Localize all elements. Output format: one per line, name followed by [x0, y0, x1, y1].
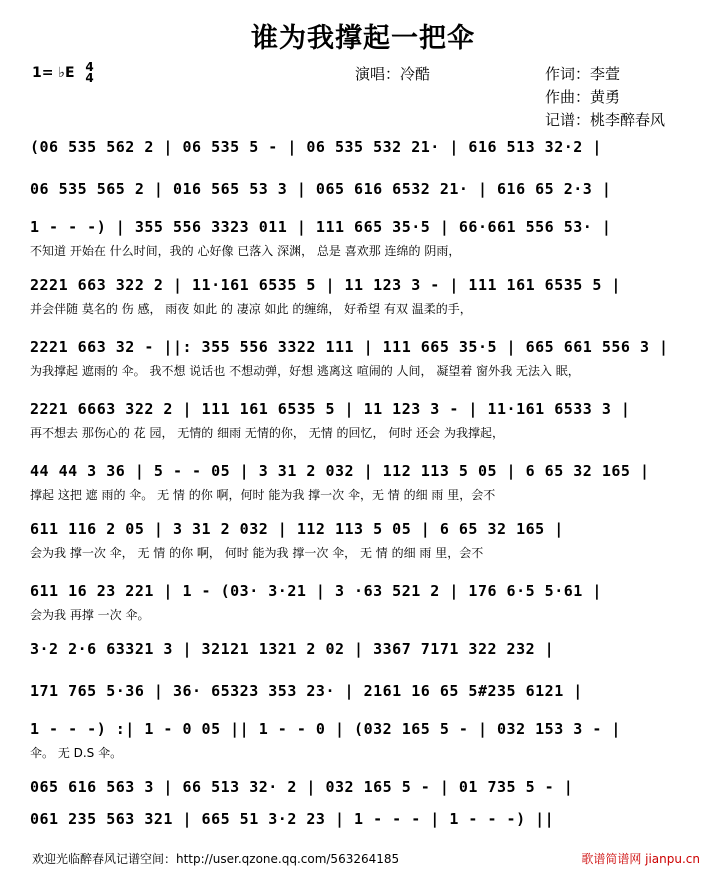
score-line	[30, 400, 708, 440]
score-line	[30, 810, 708, 832]
score-line	[30, 720, 708, 760]
lyricist-credit: 作词：李萱	[545, 65, 621, 83]
notation-text: 44 44 3 36 | 5 - - 05 | 3 31 2 032 | 112 113 5 05 | 6 65 32 165 |	[30, 462, 650, 480]
score-line	[30, 778, 708, 800]
lyric-text: 并会伴随 莫名的 伤 感， 雨夜 如此 的 凄凉 如此 的缠绵， 好希望 有双 温柔的手，	[30, 302, 472, 316]
lyric-text: 为我撑起 遮雨的 伞。 我不想 说话也 不想动弹，好想 逃离这 喧闹的 人间， 凝望着 窗外我 无法入 眠，	[30, 364, 580, 378]
footer-link-text: 欢迎光临醉春风记谱空间：http://user.qzone.qq.com/563264185	[32, 852, 400, 866]
notation-text: 2221 663 322 2 | 11·161 6535 5 | 11 123 3 - | 111 161 6535 5 |	[30, 276, 621, 294]
score-line	[30, 640, 708, 662]
notation-text: 611 16 23 221 | 1 - (03· 3·21 | 3 ·63 521 2 | 176 6·5 5·61 |	[30, 582, 602, 600]
time-signature	[85, 62, 93, 84]
score-line	[30, 582, 708, 622]
notation-text: 061 235 563 321 | 665 51 3·2 23 | 1 - - - | 1 - - -) ||	[30, 810, 555, 828]
song-title: 谁为我撑起一把伞	[251, 23, 475, 54]
notation-text: 2221 6663 322 2 | 111 161 6535 5 | 11 123 3 - | 11·161 6533 3 |	[30, 400, 631, 418]
watermark: 歌谱简谱网 jianpu.cn	[581, 852, 700, 866]
key-signature	[32, 62, 94, 84]
notation-text: 2221 663 32 - ||: 355 556 3322 111 | 111 665 35·5 | 665 661 556 3 |	[30, 338, 669, 356]
score-line	[30, 338, 708, 378]
score-line	[30, 682, 708, 704]
lyric-text: 会为我 再撑 一次 伞。	[30, 608, 150, 622]
meter-top: 4	[85, 60, 94, 74]
notation-text: 06 535 565 2 | 016 565 53 3 | 065 616 6532 21· | 616 65 2·3 |	[30, 180, 612, 198]
notation-text: (06 535 562 2 | 06 535 5 - | 06 535 532 21· | 616 513 32·2 |	[30, 138, 602, 156]
score-line	[30, 462, 708, 502]
meter-bottom: 4	[85, 71, 94, 85]
notation-text: 065 616 563 3 | 66 513 32· 2 | 032 165 5 - | 01 735 5 - |	[30, 778, 574, 796]
score-line	[30, 218, 708, 258]
notation-text: 1 - - -) :| 1 - 0 05 || 1 - - 0 | (032 165 5 - | 032 153 3 - |	[30, 720, 621, 738]
notation-text: 171 765 5·36 | 36· 65323 353 23· | 2161 16 65 5#235 6121 |	[30, 682, 583, 700]
lyric-text: 会为我 撑一次 伞， 无 情 的你 啊， 何时 能为我 撑一次 伞， 无 情 的细 雨 里，会不	[30, 546, 484, 560]
lyric-text: 伞。 无 D.S 伞。	[30, 746, 123, 760]
notation-text: 3·2 2·6 63321 3 | 32121 1321 2 02 | 3367 7171 322 232 |	[30, 640, 555, 658]
score-line	[30, 180, 708, 202]
score-line	[30, 520, 708, 560]
notation-text: 611 116 2 05 | 3 31 2 032 | 112 113 5 05 | 6 65 32 165 |	[30, 520, 564, 538]
singer-credit: 演唱：冷酷	[355, 65, 431, 83]
lyric-text: 不知道 开始在 什么时间，我的 心好像 已落入 深渊， 总是 喜欢那 连绵的 阴雨，	[30, 244, 461, 258]
key-text: 1= ♭E	[32, 65, 75, 81]
composer-credit: 作曲：黄勇	[545, 88, 621, 106]
notation-text: 1 - - -) | 355 556 3323 011 | 111 665 35·5 | 66·661 556 53· |	[30, 218, 612, 236]
lyric-text: 再不想去 那伤心的 花 园， 无情的 细雨 无情的你， 无情 的回忆， 何时 还会 为我撑起，	[30, 426, 504, 440]
lyric-text: 撑起 这把 遮 雨的 伞。 无 情 的你 啊，何时 能为我 撑一次 伞，无 情 的细 雨 里，会不	[30, 488, 496, 502]
score-line	[30, 138, 708, 160]
score-line	[30, 276, 708, 316]
transcriber-credit: 记谱：桃李醉春风	[545, 111, 666, 129]
